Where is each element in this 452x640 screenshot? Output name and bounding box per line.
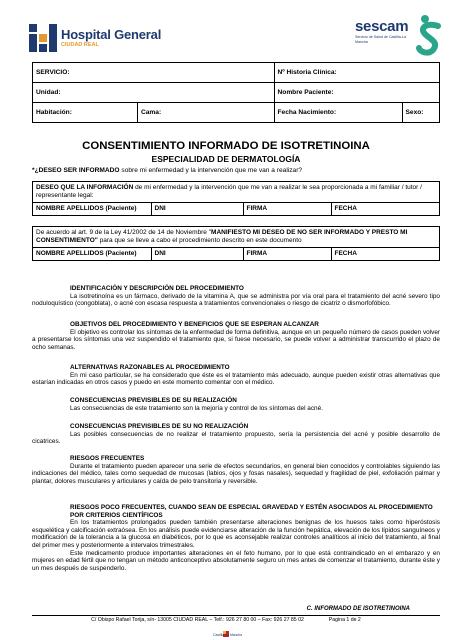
section-riesgos-frecuentes	[32, 455, 440, 485]
section-objetivos	[32, 321, 440, 351]
signature-cell[interactable]: FIRMA	[243, 248, 331, 260]
page-header	[0, 0, 452, 62]
info-question: *¿DESEO SER INFORMADO sobre mi enfermedad y la intervención que me van a realizar?	[32, 167, 303, 174]
patient-name-cell[interactable]: NOMBRE APELLIDOS (Paciente)	[33, 203, 151, 215]
patient-form-table	[32, 62, 440, 123]
section-riesgos-poco-frecuentes	[32, 504, 440, 572]
footer-logo-text: Castilla-La Mancha	[213, 633, 243, 637]
footer-page: Pagina 1 de 2	[328, 617, 361, 623]
section-heading: OBJETIVOS DEL PROCEDIMIENTO Y BENEFICIOS QUE SE ESPERAN ALCANZAR	[70, 321, 319, 328]
date-cell[interactable]: FECHA	[331, 203, 439, 215]
no-info-text: De acuerdo al art. 9 de la Ley 41/2002 de 14 de Noviembre "MANIFIESTO MI DESEO DE NO SER INFORMADO Y PRESTO MI CONSENTIMIENTO" para que se lleve a cabo el procedimiento descrito en este documento	[36, 229, 408, 244]
section-heading: IDENTIFICACIÓN Y DESCRIPCIÓN DEL PROCEDIMIENTO	[70, 285, 244, 292]
family-info-sign-table	[33, 202, 439, 215]
section-heading: RIESGOS POCO FRECUENTES, CUANDO SEAN DE ESPECIAL GRAVEDAD Y ESTÉN ASOCIADOS AL PROCEDIMIENTO POR CRITERIOS CIENTÍFICOS	[70, 504, 433, 519]
unidad-field[interactable]: Unidad:	[33, 83, 275, 103]
no-info-box	[32, 226, 440, 261]
sescam-logo	[355, 14, 445, 58]
section-heading: ALTERNATIVAS RAZONABLES AL PROCEDIMIENTO	[70, 364, 230, 371]
document-title: CONSENTIMIENTO INFORMADO DE ISOTRETINOINA	[82, 140, 370, 152]
section-text: En mi caso particular, se ha considerado que éste es el tratamiento más adecuado, aunque pueden existir otras alternativas que estarían indicadas en otros casos y puedo en este momento comentar con el médico.	[32, 371, 440, 387]
section-identificacion	[32, 285, 440, 308]
dni-cell[interactable]: DNI	[151, 203, 243, 215]
sescam-name: sescam	[355, 18, 409, 35]
section-consecuencias-no-realizacion	[32, 423, 440, 446]
hospital-logo-icon	[28, 22, 58, 54]
hospital-city: CIUDAD REAL	[61, 41, 99, 48]
section-text: Las consecuencias de este tratamiento son la mejoría y control de los síntomas del acné.	[70, 404, 323, 412]
footer-doc-label: C. INFORMADO DE ISOTRETINOINA	[306, 606, 410, 612]
section-text: En los tratamientos prolongados pueden también presentarse alteraciones benignas de los huesos tales como hiperóstosis esquelética y calcificación extraósea. En los análisis puede evidenciarse alteración de la función hepática, elevación de los lípidos sanguíneos y modificación de la tolerancia a la glucosa en diabéticos, por lo que es aconsejable realizar controles analíticos al inicio del tratamiento, al final del primer mes y posteriormente a intervalos trimestrales.	[32, 519, 440, 549]
dni-cell[interactable]: DNI	[151, 248, 243, 260]
section-text: Durante el tratamiento pueden aparecer una serie de efectos secundarios, en general bien conocidos y controlables siguiendo las indicaciones del médico, tales como sequedad de mucosas (labios, ojos y fosas nasales), sequedad y fragilidad de piel, exfoliación palmar y plantar, dolores musculares y articulares y caída de pelo transitoria y reversible.	[32, 462, 440, 485]
habitacion-field[interactable]: Habitación:	[33, 103, 138, 123]
section-heading: CONSECUENCIAS PREVISIBLES DE SU REALIZACIÓN	[70, 397, 237, 404]
section-text: Las posibles consecuencias de no realizar el tratamiento propuesto, sería la persistencia del acné y posible desarrollo de cicatrices.	[32, 430, 440, 446]
hospital-logo	[28, 22, 161, 54]
section-text: Este medicamento produce importantes alteraciones en el feto humano, por lo que está contraindicado en el embarazo y en mujeres en edad fértil que no tengan un método anticonceptivo absolutamente seguro un mes antes de comenzar el tratamiento, durante éste y un mes después de suspenderlo.	[32, 549, 440, 572]
sescam-s-icon	[415, 14, 443, 56]
hospital-name: Hospital General	[61, 26, 162, 42]
fecha-nacimiento-field[interactable]: Fecha Nacimiento:	[274, 103, 402, 123]
footer-address-line	[0, 617, 452, 623]
castilla-la-mancha-logo	[213, 626, 243, 638]
section-heading: CONSECUENCIAS PREVISIBLES DE SU NO REALIZACIÓN	[70, 423, 249, 430]
footer-address: C/ Obispo Rafael Torija, s/n- 13005 CIUDAD REAL – Telf.: 926 27 80 00 – Fax: 926 27 85 02	[91, 617, 304, 623]
section-text: La isotretinoína es un fármaco, derivado de la vitamina A, que se administra por vía oral para el tratamiento del acné severo tipo noduloquístico (congoblata), o acné con escasa respuesta a tratamientos convencionales o riesgo de cicatriz o dismorfofóbico.	[32, 292, 440, 308]
sexo-field[interactable]: Sexo:	[402, 103, 439, 123]
section-alternativas	[32, 364, 440, 387]
family-info-box	[32, 181, 440, 216]
nombre-paciente-field[interactable]: Nombre Paciente:	[274, 83, 439, 103]
section-text: El objetivo es controlar los síntomas de la enfermedad de forma definitiva, aunque en un pequeño número de casos pueden volver a presentarse los síntomas una vez suspendido el tratamiento que, si fuese necesario, se puede volver a administrar transcurrido el plazo de ocho semanas.	[32, 328, 440, 351]
signature-cell[interactable]: FIRMA	[243, 203, 331, 215]
section-consecuencias-realizacion	[32, 397, 440, 412]
document-subtitle: ESPECIALIDAD DE DERMATOLOGÍA	[151, 154, 301, 164]
section-heading: RIESGOS FRECUENTES	[70, 455, 145, 462]
cama-field[interactable]: Cama:	[138, 103, 275, 123]
sescam-desc: Servicio de Salud de Castilla-La Mancha	[355, 35, 406, 44]
footer-divider	[32, 615, 440, 616]
servicio-field[interactable]: SERVICIO:	[33, 63, 275, 83]
family-info-text: DESEO QUE LA INFORMACIÓN de mi enfermedad y la intervención que me van a realizar le sea proporcionada a mi familiar / tutor / representante legal:	[36, 184, 422, 199]
no-info-sign-table	[33, 247, 439, 260]
patient-name-cell[interactable]: NOMBRE APELLIDOS (Paciente)	[33, 248, 151, 260]
date-cell[interactable]: FECHA	[331, 248, 439, 260]
historia-field[interactable]: Nº Historia Clínica:	[274, 63, 439, 83]
